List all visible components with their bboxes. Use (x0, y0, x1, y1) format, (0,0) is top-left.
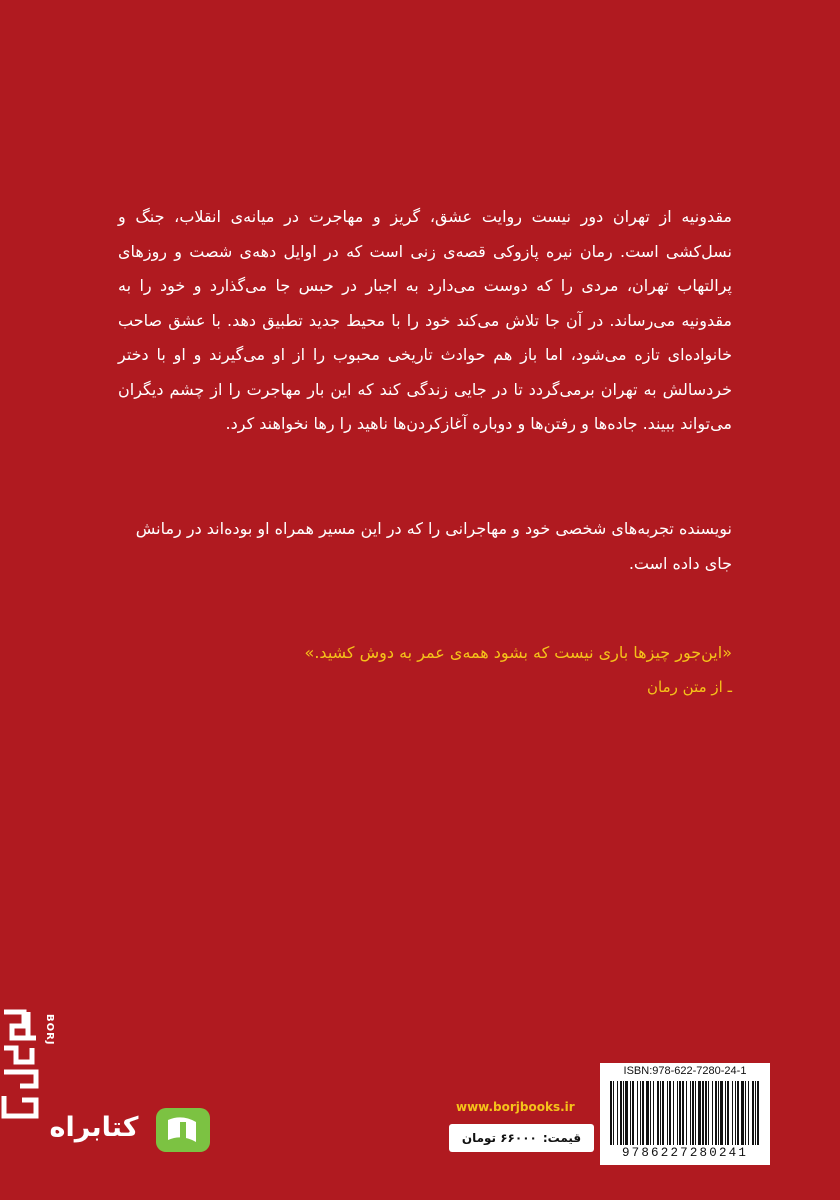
barcode-bar (705, 1081, 707, 1145)
barcode-bar (686, 1081, 687, 1145)
barcode-bar (642, 1081, 644, 1145)
barcode-bar (695, 1081, 696, 1145)
barcode-digits: 9786227280241 (621, 1146, 749, 1160)
barcode-bar (715, 1081, 717, 1145)
price-value: ۶۶۰۰۰ تومان (461, 1131, 537, 1145)
barcode-bar (692, 1081, 694, 1145)
barcode-bar (755, 1081, 756, 1145)
barcode-bar (662, 1081, 664, 1145)
publisher-website: www.borjbooks.ir (456, 1100, 575, 1114)
barcode-bar (677, 1081, 678, 1145)
barcode-bar (720, 1081, 723, 1145)
barcode-bar (610, 1081, 612, 1145)
barcode-bar (757, 1081, 759, 1145)
quote-attribution: ـ از متن رمان (647, 678, 732, 696)
price-label: قیمت: (542, 1131, 582, 1145)
barcode-bar (623, 1081, 624, 1145)
barcode-bar (690, 1081, 691, 1145)
barcode-bar (650, 1081, 651, 1145)
barcode-bar (673, 1081, 674, 1145)
barcode-bar (632, 1081, 634, 1145)
price-box (449, 1124, 594, 1152)
barcode-bars (608, 1081, 762, 1147)
barcode-bar (702, 1081, 704, 1145)
barcode-bar (682, 1081, 684, 1145)
barcode-bar (752, 1081, 754, 1145)
barcode-bar (679, 1081, 681, 1145)
blurb-paragraph: مقدونیه از تهران دور نیست روایت عشق، گریز و مهاجرت در میانه‌ی انقلاب، جنگ و نسل‌کشی است. رمان نیره پازوکی قصه‌ی زنی است که در اوایل دهه‌ی شصت و روزهای پرالتهاب تهران، مردی را که دوست می‌دارد به اجبار در حبس جا می‌گذارد و خود را به مقدونیه می‌رساند. در آن جا تلاش می‌کند خود را با محیط جدید تطبیق دهد. با عشق صاحب خانواده‌ای تازه می‌شود، اما باز هم حوادث تاریخی محبوب را از او می‌گیرند و او با دختر خردسالش به تهران برمی‌گردد تا در جایی زندگی کند که این بار مهاجرت را از چشم دیگران می‌تواند ببیند. جاده‌ها و رفتن‌ها و دوباره آغازکردن‌ها ناهید را رها نخواهند کرد. (118, 207, 732, 433)
barcode-bar (698, 1081, 701, 1145)
author-note: نویسنده تجربه‌های شخصی خود و مهاجرانی را که در این مسیر همراه او بوده‌اند در رمانش جای داده است. (135, 519, 732, 573)
ketabrah-label: کتابراه (49, 1112, 139, 1143)
barcode-bar (748, 1081, 749, 1145)
barcode-bar (637, 1081, 638, 1145)
borj-logo-text: BORJ (44, 1014, 55, 1046)
barcode-bar (725, 1081, 726, 1145)
barcode-bar (617, 1081, 618, 1145)
barcode (600, 1063, 770, 1165)
barcode-bar (727, 1081, 729, 1145)
barcode-bar (613, 1081, 614, 1145)
barcode-bar (669, 1081, 671, 1145)
barcode-bar (745, 1081, 746, 1145)
barcode-bar (630, 1081, 631, 1145)
barcode-bar (660, 1081, 661, 1145)
barcode-bar (741, 1081, 744, 1145)
barcode-bar (620, 1081, 622, 1145)
barcode-bar (653, 1081, 654, 1145)
barcode-bar (667, 1081, 668, 1145)
barcode-bar (657, 1081, 659, 1145)
barcode-bar (708, 1081, 709, 1145)
barcode-bar (712, 1081, 713, 1145)
barcode-bar (640, 1081, 641, 1145)
isbn-text: ISBN:978-622-7280-24-1 (623, 1065, 747, 1077)
novel-quote: «این‌جور چیزها باری نیست که بشود همه‌ی عمر به دوش کشید.» (304, 643, 732, 662)
barcode-bar (646, 1081, 649, 1145)
barcode-bar (732, 1081, 733, 1145)
barcode-bar (718, 1081, 719, 1145)
barcode-bar (625, 1081, 628, 1145)
barcode-bar (737, 1081, 739, 1145)
barcode-bar (735, 1081, 736, 1145)
